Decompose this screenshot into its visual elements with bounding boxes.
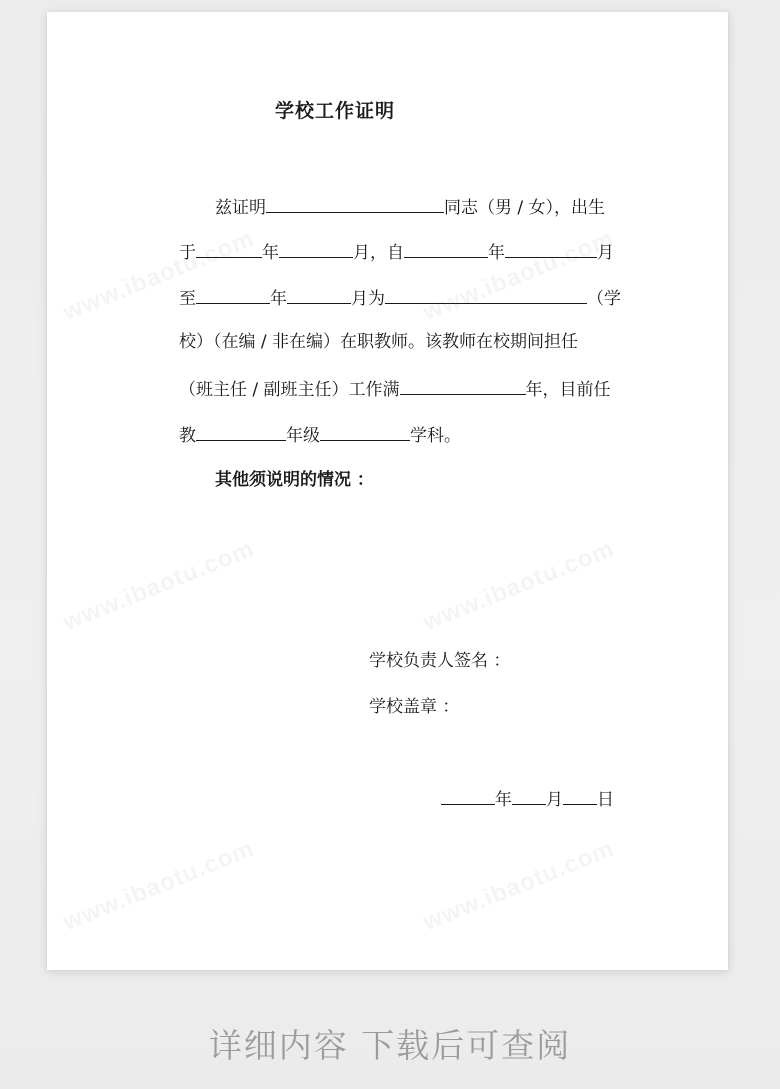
end-year-blank[interactable] [196, 285, 270, 304]
seal-label: 学校盖章 ： [369, 697, 460, 717]
date-line: 年 月 日 [441, 786, 614, 812]
watermark [419, 835, 618, 937]
body-line-6: 教 年级 学科。 [179, 422, 461, 448]
date-year-blank[interactable] [441, 786, 495, 805]
body-line-4: 校）（在编 / 非在编）在职教师。该教师在校期间担任 [179, 332, 579, 352]
body-line-5: （班主任 / 副班主任）工作满 年，目前任 [179, 376, 611, 402]
date-day-blank[interactable] [563, 786, 597, 805]
start-year-blank[interactable] [404, 239, 488, 258]
school-blank[interactable] [385, 285, 587, 304]
document-page [47, 12, 728, 970]
subject-blank[interactable] [320, 422, 410, 441]
birth-year-blank[interactable] [196, 239, 262, 258]
body-line-2: 于 年 月，自 年 月 [179, 239, 614, 265]
birth-month-blank[interactable] [279, 239, 353, 258]
start-month-blank[interactable] [505, 239, 597, 258]
watermark [59, 535, 258, 637]
document-title: 学校工作证明 [275, 100, 396, 122]
grade-blank[interactable] [196, 422, 286, 441]
years-blank[interactable] [400, 376, 526, 395]
date-month-blank[interactable] [512, 786, 546, 805]
body-line-3: 至 年 月为 （学 [179, 285, 621, 311]
watermark [59, 835, 258, 937]
watermark [419, 535, 618, 637]
name-blank[interactable] [266, 194, 444, 213]
body-line-1: 兹证明 同志（男 / 女），出生 [215, 194, 605, 220]
other-notes-heading: 其他须说明的情况 ： [215, 470, 374, 490]
signature-label: 学校负责人签名 ： [369, 651, 511, 671]
download-hint: 详细内容 下载后可查阅 [208, 1026, 572, 1065]
end-month-blank[interactable] [287, 285, 351, 304]
